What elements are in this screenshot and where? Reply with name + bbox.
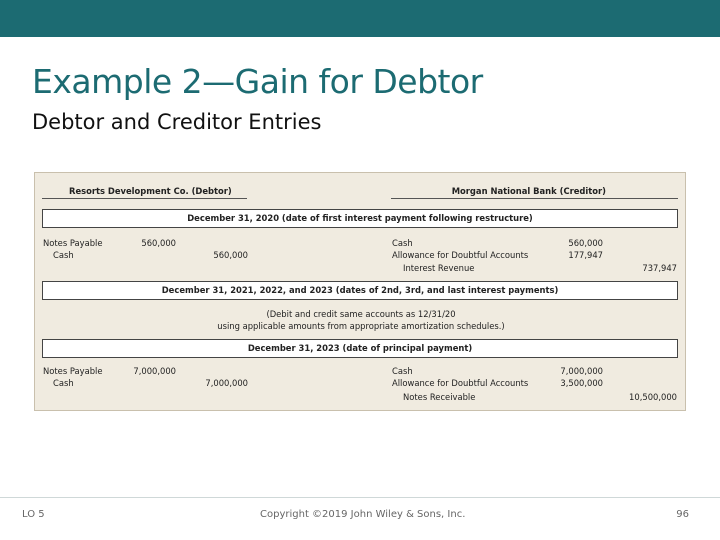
s3-creditor-account1-debit: 7,000,000 xyxy=(560,366,603,376)
s1-debtor-account1-debit: 560,000 xyxy=(141,238,176,248)
section2-note-line1: (Debit and credit same accounts as 12/31/20 xyxy=(266,309,456,319)
section1-date-band: December 31, 2020 (date of first interest payment following restructure) xyxy=(42,209,678,228)
section2-note-line2: using applicable amounts from appropriate amortization schedules.) xyxy=(217,321,505,331)
section3-date-band: December 31, 2023 (date of principal payment) xyxy=(42,339,678,358)
creditor-header: Morgan National Bank (Creditor) xyxy=(451,186,606,196)
footer-divider xyxy=(0,497,720,498)
journal-entries-figure xyxy=(34,172,686,411)
s3-creditor-account2-debit: 3,500,000 xyxy=(560,378,603,388)
s3-debtor-account2-credit: 7,000,000 xyxy=(205,378,248,388)
s3-debtor-account1: Notes Payable xyxy=(43,366,103,376)
s1-debtor-account1: Notes Payable xyxy=(43,238,103,248)
s3-creditor-account2: Allowance for Doubtful Accounts xyxy=(392,378,529,388)
debtor-header-underline xyxy=(42,198,247,199)
s3-debtor-account1-debit: 7,000,000 xyxy=(133,366,176,376)
s1-creditor-account3: Interest Revenue xyxy=(403,263,475,273)
slide-title: Example 2—Gain for Debtor xyxy=(32,62,483,101)
creditor-header-underline xyxy=(391,198,678,199)
debtor-header: Resorts Development Co. (Debtor) xyxy=(69,186,232,196)
page-number: 96 xyxy=(676,509,689,520)
top-header-bar xyxy=(0,0,720,37)
slide-subtitle: Debtor and Creditor Entries xyxy=(32,110,322,134)
section2-date-band: December 31, 2021, 2022, and 2023 (dates of 2nd, 3rd, and last interest payments) xyxy=(42,281,678,300)
s1-creditor-account2: Allowance for Doubtful Accounts xyxy=(392,250,529,260)
learning-objective-label: LO 5 xyxy=(22,509,45,520)
s3-creditor-account3: Notes Receivable xyxy=(403,392,476,402)
s1-debtor-account2-credit: 560,000 xyxy=(213,250,248,260)
s3-creditor-account1: Cash xyxy=(392,366,413,376)
s1-creditor-account2-debit: 177,947 xyxy=(568,250,603,260)
s1-debtor-account2: Cash xyxy=(53,250,74,260)
s1-creditor-account3-credit: 737,947 xyxy=(642,263,677,273)
s1-creditor-account1: Cash xyxy=(392,238,413,248)
s3-debtor-account2: Cash xyxy=(53,378,74,388)
s3-creditor-account3-credit: 10,500,000 xyxy=(629,392,677,402)
s1-creditor-account1-debit: 560,000 xyxy=(568,238,603,248)
copyright-text: Copyright ©2019 John Wiley & Sons, Inc. xyxy=(260,509,466,520)
